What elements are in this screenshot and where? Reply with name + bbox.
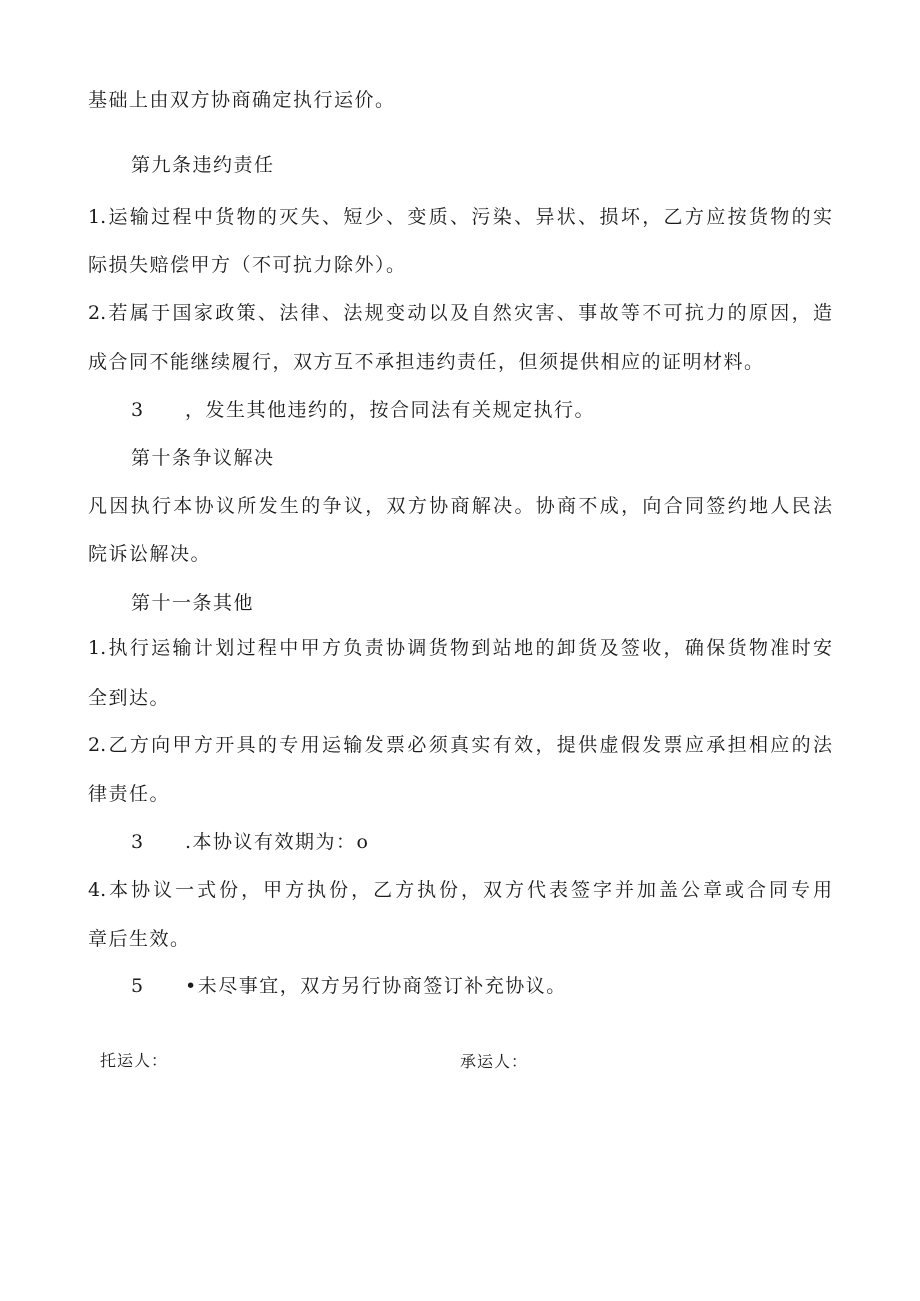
article9-item1-line1: 1.运输过程中货物的灭失、短少、变质、污染、异状、损坏，乙方应按货物的实 [88,206,832,228]
article10-line2: 院诉讼解决。 [88,543,212,565]
article11-item2-line1: 2.乙方向甲方开具的专用运输发票必须真实有效，提供虚假发票应承担相应的法 [88,734,832,756]
article11-item4-line2: 章后生效。 [88,928,191,950]
article11-title: 第十一条其他 [131,592,255,614]
article11-item1-line1: 1.执行运输计划过程中甲方负责协调货物到站地的卸货及签收，确保货物准时安 [88,637,832,659]
article11-item3 [131,830,369,854]
article11-item2-line2: 律责任。 [88,783,171,805]
article11-item5-text: •未尽事宜，双方另行协商签订补充协议。 [185,975,567,997]
article9-title: 第九条违约责任 [131,154,275,176]
article9-item3-text: ，发生其他违约的，按合同法有关规定执行。 [185,399,596,421]
consignor-signature-label: 托运人： [100,1051,169,1070]
intro-line: 基础上由双方协商确定执行运价。 [88,89,396,111]
article9-item2-line1: 2.若属于国家政策、法律、法规变动以及自然灾害、事故等不可抗力的原因，造 [88,302,832,324]
carrier-signature-label: 承运人： [460,1052,529,1071]
article10-title: 第十条争议解决 [131,447,275,469]
article10-line1: 凡因执行本协议所发生的争议，双方协商解决。协商不成，向合同签约地人民法 [88,495,832,517]
article11-item3-number: 3 [131,831,145,853]
article9-item3-number: 3 [131,399,145,421]
article11-item3-text: .本协议有效期为：o [185,831,370,853]
article11-item4-line1: 4.本协议一式份，甲方执份，乙方执份，双方代表签字并加盖公章或合同专用 [88,879,832,901]
article11-item5-number: 5 [131,975,145,997]
article9-item1-line2: 际损失赔偿甲方（不可抗力除外）。 [88,254,407,276]
article11-item1-line2: 全到达。 [88,687,171,709]
article9-item2-line2: 成合同不能继续履行，双方互不承担违约责任，但须提供相应的证明材料。 [88,351,765,373]
article9-item3 [131,398,595,422]
article11-item5 [131,974,567,998]
